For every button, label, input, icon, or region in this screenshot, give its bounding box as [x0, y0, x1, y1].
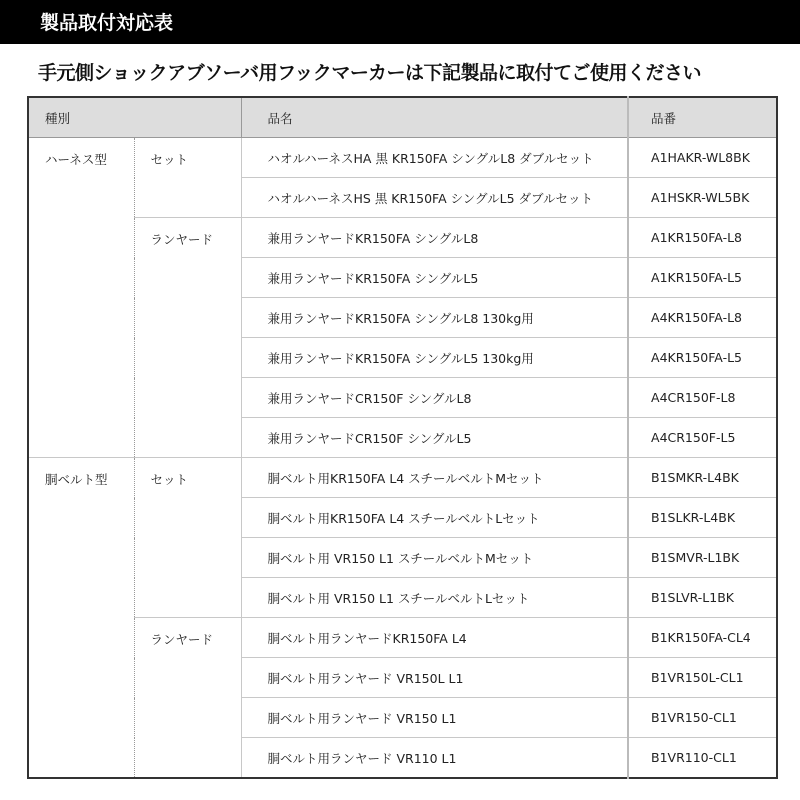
table-row	[28, 218, 777, 258]
table-row	[28, 138, 777, 178]
product-code-cell: A1HSKR-WL5BK	[628, 178, 777, 218]
product-name-cell: 兼用ランヤードKR150FA シングルL5 130kg用	[241, 338, 628, 378]
page-title: 製品取付対応表	[40, 12, 174, 34]
product-code-cell: A1HAKR-WL8BK	[628, 138, 777, 178]
product-code-cell: A1KR150FA-L5	[628, 258, 777, 298]
product-name-cell: ハオルハーネスHA 黒 KR150FA シングルL8 ダブルセット	[241, 138, 628, 178]
product-code-cell: B1VR150-CL1	[628, 698, 777, 738]
category-cell: ハーネス型	[28, 138, 134, 458]
product-name-cell: 胴ベルト用ランヤードKR150FA L4	[241, 618, 628, 658]
product-name-cell: 胴ベルト用ランヤード VR110 L1	[241, 738, 628, 779]
product-name-cell: 兼用ランヤードKR150FA シングルL8	[241, 218, 628, 258]
table-row	[28, 618, 777, 658]
product-code-cell: B1VR110-CL1	[628, 738, 777, 779]
product-name-cell: 兼用ランヤードKR150FA シングルL8 130kg用	[241, 298, 628, 338]
table-header-row	[28, 97, 777, 138]
subcategory-cell: セット	[134, 138, 241, 218]
subcategory-cell: セット	[134, 458, 241, 618]
product-name-cell: 兼用ランヤードCR150F シングルL8	[241, 378, 628, 418]
product-name-cell: 胴ベルト用ランヤード VR150 L1	[241, 698, 628, 738]
product-name-cell: 胴ベルト用KR150FA L4 スチールベルトLセット	[241, 498, 628, 538]
product-code-cell: B1SMKR-L4BK	[628, 458, 777, 498]
subcategory-cell: ランヤード	[134, 218, 241, 458]
column-header-type: 種別	[28, 97, 241, 138]
product-code-cell: B1SMVR-L1BK	[628, 538, 777, 578]
product-code-cell: B1KR150FA-CL4	[628, 618, 777, 658]
table-row	[28, 458, 777, 498]
product-code-cell: B1SLKR-L4BK	[628, 498, 777, 538]
compatibility-table	[27, 96, 778, 779]
product-name-cell: 兼用ランヤードCR150F シングルL5	[241, 418, 628, 458]
column-header-name: 品名	[241, 97, 628, 138]
product-code-cell: A4CR150F-L8	[628, 378, 777, 418]
product-code-cell: B1VR150L-CL1	[628, 658, 777, 698]
product-code-cell: A4CR150F-L5	[628, 418, 777, 458]
category-cell: 胴ベルト型	[28, 458, 134, 779]
product-name-cell: 胴ベルト用 VR150 L1 スチールベルトLセット	[241, 578, 628, 618]
product-name-cell: 胴ベルト用ランヤード VR150L L1	[241, 658, 628, 698]
title-bar	[0, 0, 800, 44]
column-header-code: 品番	[628, 97, 777, 138]
product-name-cell: 兼用ランヤードKR150FA シングルL5	[241, 258, 628, 298]
subtitle: 手元側ショックアブソーバ用フックマーカーは下記製品に取付てご使用ください	[38, 62, 701, 84]
product-code-cell: B1SLVR-L1BK	[628, 578, 777, 618]
product-code-cell: A4KR150FA-L8	[628, 298, 777, 338]
product-code-cell: A4KR150FA-L5	[628, 338, 777, 378]
subcategory-cell: ランヤード	[134, 618, 241, 779]
product-code-cell: A1KR150FA-L8	[628, 218, 777, 258]
product-name-cell: 胴ベルト用 VR150 L1 スチールベルトMセット	[241, 538, 628, 578]
product-name-cell: ハオルハーネスHS 黒 KR150FA シングルL5 ダブルセット	[241, 178, 628, 218]
product-name-cell: 胴ベルト用KR150FA L4 スチールベルトMセット	[241, 458, 628, 498]
